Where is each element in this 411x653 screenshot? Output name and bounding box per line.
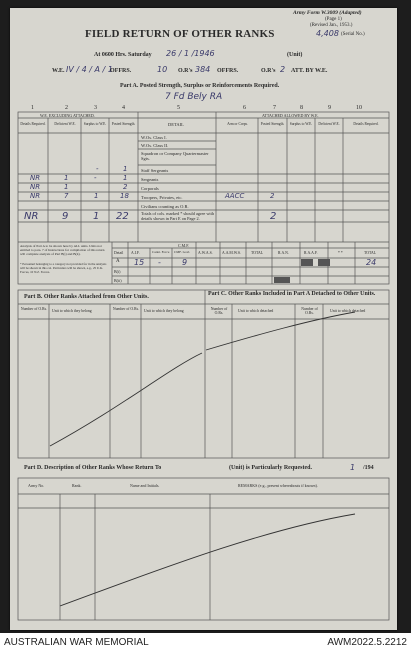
- cell-c2-r6: 7: [64, 192, 69, 200]
- part-c-col: Unit to which detached: [330, 309, 366, 313]
- totals-c7: 2: [270, 211, 277, 222]
- page-title: FIELD RETURN OF OTHER RANKS: [85, 28, 275, 40]
- col-number-6: 6: [243, 105, 246, 111]
- cmf-col-cadet: Cadet. Force: [152, 250, 170, 254]
- we-excl-heading: W.E. EXCLUDING ATTACHED.: [40, 113, 95, 118]
- form-grid: [10, 8, 397, 630]
- detail-row-label: Troopers, Privates, etc.: [141, 195, 183, 200]
- date-line-label: At 0600 Hrs. Saturday: [94, 52, 152, 58]
- part-d-col-army-no: Army No.: [28, 483, 45, 488]
- detail-row-label: W.Os. Class II.: [141, 143, 169, 148]
- part-c-col: Number of O.Rs.: [210, 307, 228, 315]
- col3-head: Surplus to W.E.: [83, 122, 107, 126]
- part-d-col-name: Name and Initials.: [130, 483, 160, 488]
- col-number-3: 3: [94, 105, 97, 111]
- col1-head: Details Required.: [20, 122, 46, 126]
- analysis-note-2: * Personnel belonging to a category not provided for in the analysis will be shown in this col. Particulars will be shown, e.g., 25 U.K. Forces, 10 N.Z. Forces.: [20, 262, 107, 274]
- cell-c2-r4: 1: [64, 174, 69, 182]
- col9-head: Deficient W.E.: [318, 122, 340, 126]
- cell-c6-r6: AACC: [225, 192, 245, 200]
- col-number-8: 8: [300, 105, 303, 111]
- cell-c2-r5: 1: [64, 183, 69, 191]
- part-b-col: Number of O.Rs.: [112, 307, 140, 311]
- part-d-year: /194: [363, 465, 374, 471]
- ors2-label: O.R's: [261, 68, 276, 74]
- date-value: 26 / 1 /1946: [166, 49, 215, 58]
- part-c-title: Part C. Other Ranks Included in Part A Detached to Other Units.: [208, 291, 376, 297]
- caption-bar: [0, 633, 411, 653]
- cmf-col-star: * *: [338, 251, 343, 255]
- cmf-col-total: TOTAL: [251, 251, 264, 255]
- part-d-col-rank: Rank.: [72, 483, 82, 488]
- part-d-title: Part D. Description of Other Ranks Whose Return To: [24, 465, 162, 471]
- detail-row-label: Squadron or Company Quartermaster Sgts.: [141, 151, 209, 161]
- footer-source: AUSTRALIAN WAR MEMORIAL: [4, 637, 149, 648]
- we-label: W.E.: [52, 68, 65, 74]
- unit-label: (Unit): [287, 52, 303, 58]
- totals-c3: 1: [93, 211, 100, 222]
- totals-label: Totals of cols. marked * should agree with details shown in Part E on Page 2.: [141, 211, 214, 221]
- cell-c2-r3: -: [96, 165, 99, 173]
- part-b-col: Unit to which they belong: [144, 309, 184, 313]
- col6-head: Arm or Corps.: [227, 122, 248, 126]
- part-a-title: Part A. Posted Strength, Surplus or Reinforcements Required.: [120, 83, 280, 89]
- cell-c3-r4: -: [94, 174, 97, 182]
- totals-c2: 9: [62, 211, 69, 222]
- cmf-col-govt: CMF. Govt.: [174, 250, 191, 254]
- cmf-col-aif: A.I.F.: [131, 251, 140, 255]
- totals-c4: 22: [116, 211, 129, 222]
- col-number-4: 4: [122, 105, 125, 111]
- part-d-col-remarks: REMARKS (e.g., present whereabouts if known).: [238, 483, 318, 488]
- detail-row-label: Staff Sergeants: [141, 168, 169, 173]
- att-value: 2: [280, 65, 286, 74]
- col-number-9: 9: [328, 105, 331, 111]
- form-paper: [10, 8, 397, 630]
- col4-head: Posted Strength.: [111, 122, 136, 126]
- col-number-2: 2: [65, 105, 68, 111]
- col-number-5: 5: [177, 105, 180, 111]
- col10-head: Details Required.: [353, 122, 379, 126]
- form-ref-line1: Army Form W.3009 (Adapted): [293, 10, 362, 16]
- col-number-7: 7: [273, 105, 276, 111]
- part-c-col: Unit to which detached: [238, 309, 274, 313]
- cell-c4-r4: 1: [123, 174, 128, 182]
- cell-c3-r6: 1: [94, 192, 99, 200]
- detail-row-label: W.Os. Class I.: [141, 135, 167, 140]
- form-ref-line2: (Page 1): [325, 17, 342, 22]
- cmf-col-ran: R.A.N.: [278, 251, 289, 255]
- ors-value: 384: [195, 65, 211, 74]
- cell-c4-r6: 18: [120, 192, 129, 200]
- serial-number-value: 4,408: [316, 29, 339, 38]
- cmf-a-total: 24: [366, 258, 377, 267]
- part-b-title: Part B. Other Ranks Attached from Other Units.: [24, 294, 149, 300]
- cell-c4-r5: 2: [123, 183, 128, 191]
- cmf-row-a: A: [116, 259, 120, 264]
- offrs-label: OFFRS.: [110, 68, 132, 74]
- part-d-title-mid: (Unit) is Particularly Requested.: [229, 465, 312, 471]
- detail-row-label: Sergeants: [141, 177, 159, 182]
- offrs2-label: OFFRS.: [217, 68, 239, 74]
- cmf-a-cmf: 9: [182, 258, 188, 267]
- footer-accession: AWM2022.5.2212: [327, 637, 407, 648]
- cmf-col-awas: A.W.A.S.: [198, 251, 213, 255]
- col2-head: Deficient W.E.: [54, 122, 76, 126]
- cell-c4-r3: 1: [123, 165, 128, 173]
- unit-handwritten: 7 Fd Bely RA: [165, 92, 223, 102]
- form-ref-line3: (Revised Jan., 1953.): [310, 23, 353, 28]
- attached-heading: ATTACHED ALLOWED BY W.E.: [262, 113, 319, 118]
- we-value: IV / 4 / A / 1: [66, 65, 113, 74]
- cell-c7-r6: 2: [270, 192, 275, 200]
- cmf-col-total2: TOTAL: [364, 251, 377, 255]
- cmf-heading: C.M.F.: [178, 243, 190, 248]
- part-d-date-value: 1: [350, 463, 356, 472]
- col-number-10: 10: [356, 105, 362, 111]
- totals-c1: NR: [24, 211, 39, 222]
- cmf-a-aif: 15: [134, 258, 145, 267]
- col7-head: Posted Strength.: [260, 122, 285, 126]
- cmf-col-raaf: R.A.A.F.: [304, 251, 318, 255]
- cmf-row-bi: B(i): [114, 269, 121, 274]
- col-number-1: 1: [31, 105, 34, 111]
- cell-c1-r4: NR: [30, 174, 41, 182]
- cmf-col-aamws: A.A.M.W.S.: [222, 251, 241, 255]
- detail-row-label: Civilians counting as O.R.: [141, 204, 189, 209]
- cmf-row-bii: B(ii): [114, 278, 122, 283]
- cmf-a-cadet: -: [158, 258, 161, 267]
- serial-number-label: (Serial No.): [341, 32, 365, 37]
- part-c-col: Number of O.Rs.: [301, 307, 318, 315]
- cmf-col-detail: Detail: [114, 251, 124, 255]
- att-label: ATT. BY W.E.: [291, 68, 328, 74]
- col8-head: Surplus to W.E.: [289, 122, 313, 126]
- ors-label: O.R's: [178, 68, 193, 74]
- detail-heading: DETAIL: [168, 122, 184, 127]
- part-b-col: Unit to which they belong: [52, 309, 92, 313]
- part-b-col: Number of O.Rs.: [20, 307, 48, 311]
- cell-c1-r6: NR: [30, 192, 41, 200]
- offrs-value: 10: [157, 65, 168, 74]
- detail-row-label: Corporals: [141, 186, 159, 191]
- cell-c1-r5: NR: [30, 183, 41, 191]
- analysis-note: Analysis of Part A to be shown here by ALL units. Units not entitled to para. 7 of Instructions for compilation of this return will complete analysis of Part B(i) and B(ii).: [20, 244, 105, 257]
